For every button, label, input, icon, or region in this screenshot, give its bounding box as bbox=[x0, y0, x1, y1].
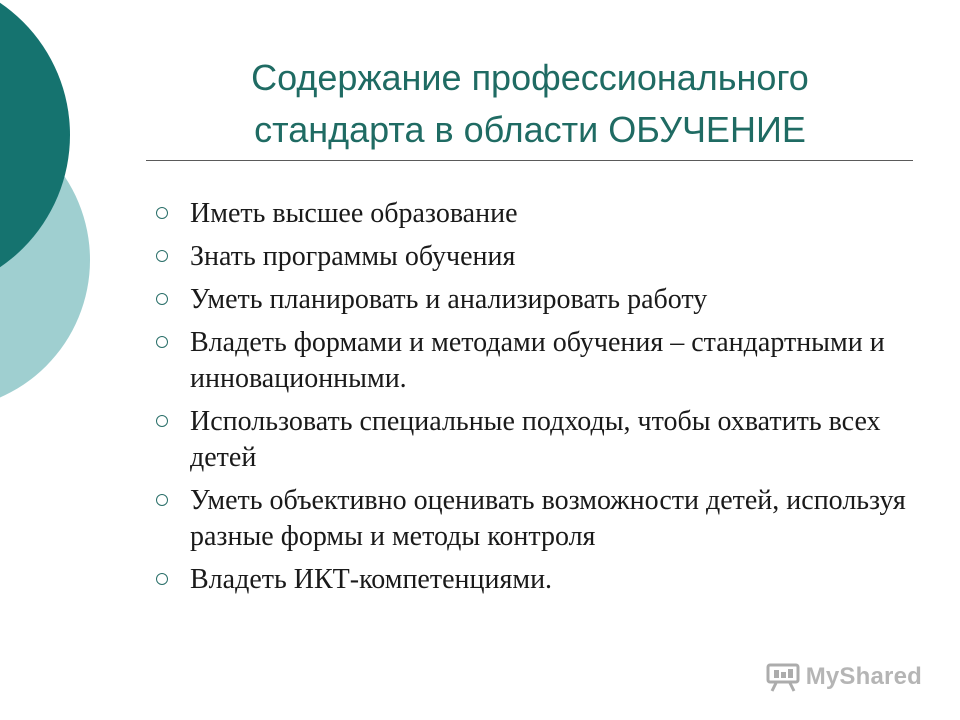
circle-bullet-icon bbox=[156, 415, 168, 427]
bullet-item bbox=[150, 562, 920, 598]
bullet-item bbox=[150, 239, 920, 275]
slide-title bbox=[150, 52, 910, 156]
bullet-item bbox=[150, 196, 920, 232]
bullet-text: Уметь объективно оценивать возможности детей, используя разные формы и методы контроля bbox=[190, 485, 906, 552]
circle-bullet-icon bbox=[156, 293, 168, 305]
bullet-item bbox=[150, 404, 920, 476]
circle-bullet-icon bbox=[156, 250, 168, 262]
bullet-list bbox=[150, 196, 920, 605]
title-divider bbox=[146, 160, 913, 161]
circle-bullet-icon bbox=[156, 573, 168, 585]
title-line-1: Содержание профессионального bbox=[251, 57, 809, 98]
presentation-board-icon bbox=[766, 662, 800, 692]
bullet-text: Использовать специальные подходы, чтобы охватить всех детей bbox=[190, 406, 881, 473]
bullet-text: Владеть формами и методами обучения – стандартными и инновационными. bbox=[190, 327, 885, 394]
bullet-text: Владеть ИКТ-компетенциями. bbox=[190, 564, 553, 595]
bullet-item bbox=[150, 483, 920, 555]
title-line-2: стандарта в области ОБУЧЕНИЕ bbox=[254, 109, 806, 150]
bullet-item bbox=[150, 282, 920, 318]
circle-bullet-icon bbox=[156, 207, 168, 219]
circle-bullet-icon bbox=[156, 336, 168, 348]
watermark-logo bbox=[766, 662, 922, 692]
circle-bullet-icon bbox=[156, 494, 168, 506]
bullet-text: Знать программы обучения bbox=[190, 241, 516, 272]
bullet-text: Иметь высшее образование bbox=[190, 198, 518, 229]
watermark-text: MyShared bbox=[805, 663, 922, 690]
bullet-text: Уметь планировать и анализировать работу bbox=[190, 284, 708, 315]
bullet-item bbox=[150, 325, 920, 397]
